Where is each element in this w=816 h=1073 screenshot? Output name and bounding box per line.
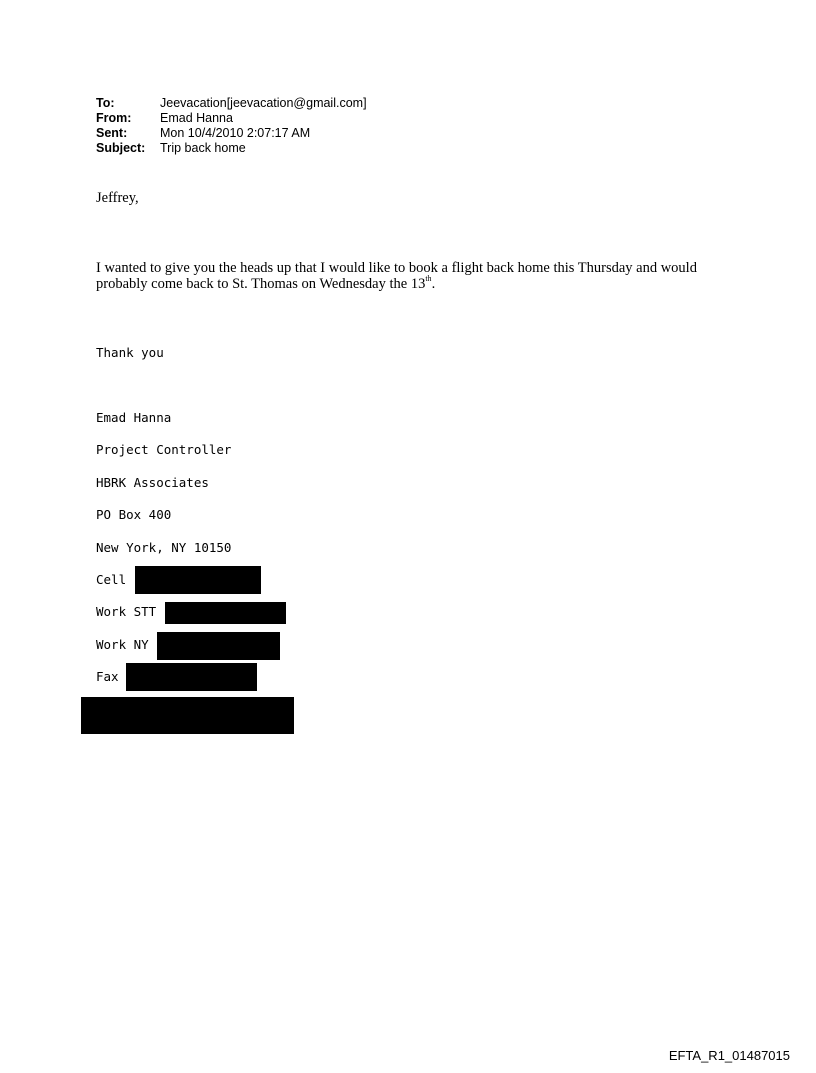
email-header: [96, 96, 367, 156]
body-paragraph: [96, 260, 736, 292]
redaction-work-ny: [157, 632, 280, 660]
to-label: To:: [96, 96, 115, 110]
cell-label: Cell: [96, 572, 127, 587]
sent-label: Sent:: [96, 126, 128, 140]
work-ny-label: Work NY: [96, 637, 149, 652]
from-label: From:: [96, 111, 132, 125]
body-paragraph-text: I wanted to give you the heads up that I would like to book a flight back home this Thursday and would probably come back to St. Thomas on Wednesday the 13: [96, 260, 697, 292]
body-paragraph-end: .: [431, 276, 436, 292]
from-value: Emad Hanna: [160, 111, 233, 125]
subject-value: Trip back home: [160, 141, 246, 155]
signature-title: Project Controller: [96, 442, 232, 457]
redaction-work-stt: [165, 602, 286, 624]
greeting: Jeffrey,: [96, 190, 139, 206]
redaction-fax: [126, 663, 257, 691]
document-id: EFTA_R1_01487015: [668, 1048, 790, 1063]
sent-row: [96, 126, 367, 141]
signature-name: Emad Hanna: [96, 410, 172, 425]
from-row: [96, 111, 367, 126]
redaction-cell: [135, 566, 261, 594]
work-stt-label: Work STT: [96, 604, 157, 619]
sent-value: Mon 10/4/2010 2:07:17 AM: [160, 126, 311, 140]
ordinal-suffix: th: [425, 274, 432, 283]
to-value: Jeevacation[jeevacation@gmail.com]: [160, 96, 367, 110]
to-row: [96, 96, 367, 111]
subject-row: [96, 141, 367, 156]
signature-company: HBRK Associates: [96, 475, 209, 490]
signature-city: New York, NY 10150: [96, 540, 232, 555]
thanks-line: Thank you: [96, 345, 164, 360]
redaction-block: [81, 697, 294, 734]
subject-label: Subject:: [96, 141, 146, 155]
fax-label: Fax: [96, 669, 119, 684]
signature-po-box: PO Box 400: [96, 507, 172, 522]
